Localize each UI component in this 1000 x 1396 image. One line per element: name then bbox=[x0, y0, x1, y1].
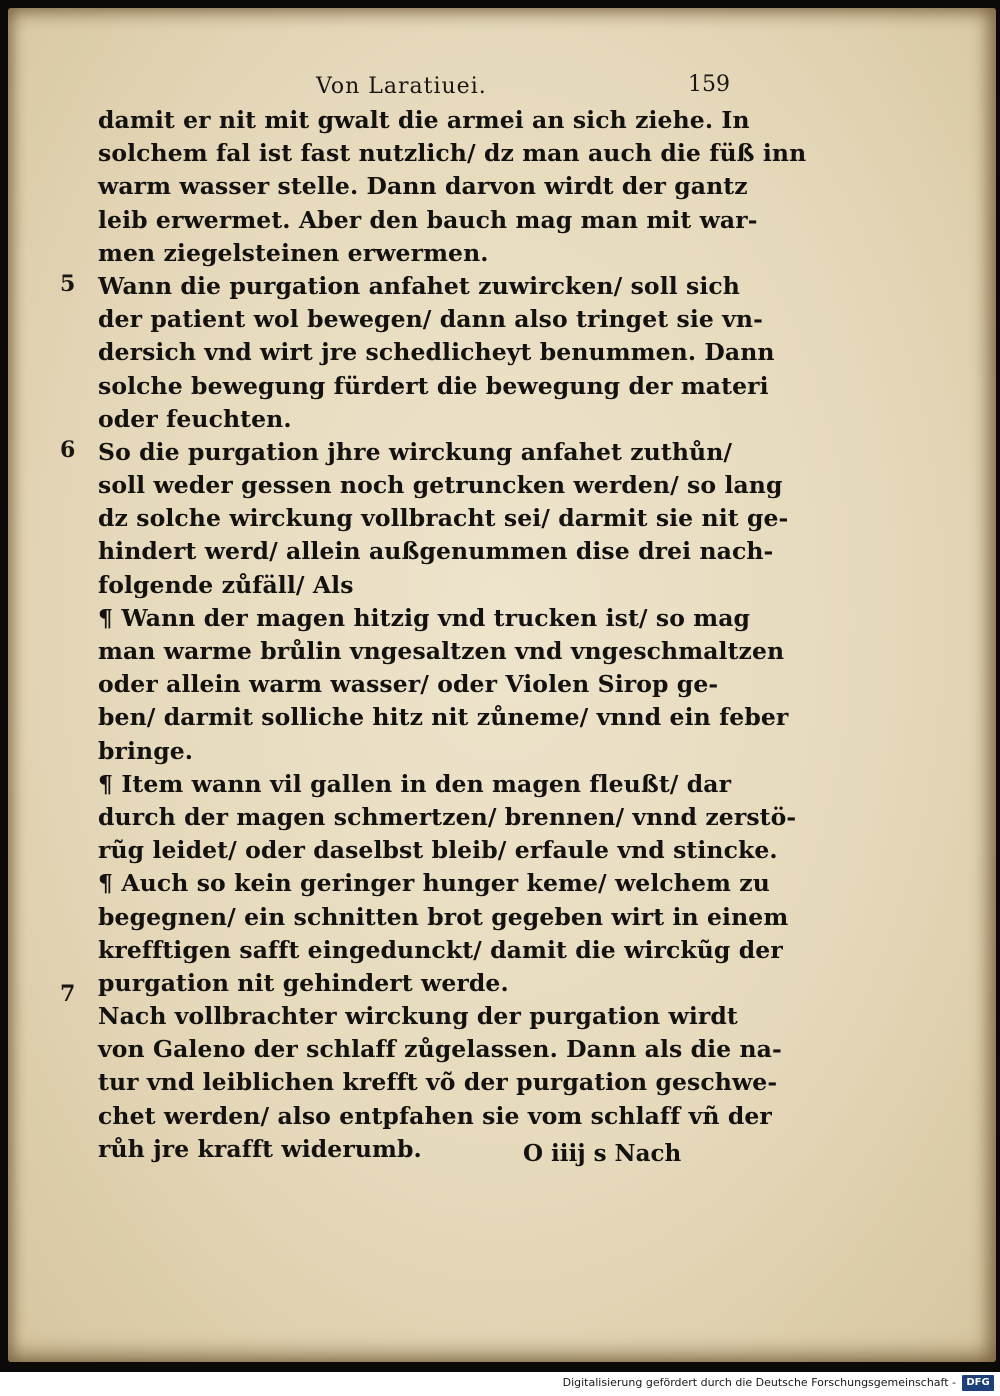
text-line: krefftigen safft eingedunckt/ damit die wirckũg der bbox=[98, 935, 783, 964]
text-line: ¶ Wann der magen hitzig vnd trucken ist/ so mag bbox=[98, 603, 751, 632]
signature-catchword: O iiij s Nach bbox=[523, 1140, 682, 1167]
text-line: warm wasser stelle. Dann darvon wirdt der gantz bbox=[98, 172, 748, 201]
text-line: hindert werd/ allein außgenummen dise drei nach- bbox=[98, 537, 774, 566]
text-line: ¶ Item wann vil gallen in den magen fleußt/ dar bbox=[98, 769, 732, 798]
text-line: ben/ darmit solliche hitz nit zůneme/ vnnd ein feber bbox=[98, 703, 789, 732]
footer-bar bbox=[0, 1372, 1000, 1396]
margin-number-7: 7 bbox=[60, 981, 76, 1007]
text-line: purgation nit gehindert werde. bbox=[98, 968, 509, 997]
running-head: Von Laratiuei. bbox=[316, 74, 487, 99]
page-number: 159 bbox=[688, 72, 730, 97]
text-line: rũg leidet/ oder daselbst bleib/ erfaule vnd stincke. bbox=[98, 836, 778, 865]
margin-number-6: 6 bbox=[60, 437, 76, 463]
dfg-logo: DFG bbox=[962, 1375, 994, 1391]
text-line: bringe. bbox=[98, 736, 194, 765]
text-line: So die purgation jhre wirckung anfahet zuthůn/ bbox=[98, 437, 733, 466]
text-line: begegnen/ ein schnitten brot gegeben wirt in einem bbox=[98, 902, 789, 931]
text-line: leib erwermet. Aber den bauch mag man mit war- bbox=[98, 205, 758, 234]
text-line: oder feuchten. bbox=[98, 404, 292, 433]
text-block bbox=[98, 104, 807, 1166]
book-page bbox=[8, 8, 996, 1362]
text-line: dz solche wirckung vollbracht sei/ darmit sie nit ge- bbox=[98, 504, 789, 533]
text-line: Nach vollbrachter wirckung der purgation wirdt bbox=[98, 1002, 738, 1031]
text-line: von Galeno der schlaff zůgelassen. Dann als die na- bbox=[98, 1035, 782, 1064]
text-line: man warme brůlin vngesaltzen vnd vngeschmaltzen bbox=[98, 637, 785, 665]
text-line: ¶ Auch so kein geringer hunger keme/ welchem zu bbox=[98, 869, 770, 898]
margin-number-5: 5 bbox=[60, 271, 76, 297]
text-line: men ziegelsteinen erwermen. bbox=[98, 238, 489, 267]
text-line: Wann die purgation anfahet zuwircken/ soll sich bbox=[98, 271, 740, 300]
text-line: růh jre krafft widerumb. bbox=[98, 1134, 422, 1163]
text-line: soll weder gessen noch getruncken werden/ so lang bbox=[98, 471, 783, 500]
text-line: oder allein warm wasser/ oder Violen Sirop ge- bbox=[98, 670, 719, 699]
text-line: solche bewegung fürdert die bewegung der materi bbox=[98, 371, 769, 400]
text-line: solchem fal ist fast nutzlich/ dz man auch die füß inn bbox=[98, 139, 807, 168]
text-line: folgende zůfäll/ Als bbox=[98, 570, 354, 599]
text-line: durch der magen schmertzen/ brennen/ vnnd zerstö- bbox=[98, 802, 797, 831]
text-line: dersich vnd wirt jre schedlicheyt benummen. Dann bbox=[98, 338, 775, 367]
funding-notice: Digitalisierung gefördert durch die Deutsche Forschungsgemeinschaft - bbox=[562, 1376, 956, 1389]
text-line: damit er nit mit gwalt die armei an sich ziehe. In bbox=[98, 106, 750, 134]
text-line: der patient wol bewegen/ dann also tringet sie vn- bbox=[98, 305, 763, 334]
text-line: chet werden/ also entpfahen sie vom schlaff vñ der bbox=[98, 1101, 772, 1130]
text-line: tur vnd leiblichen krefft võ der purgation geschwe- bbox=[98, 1068, 778, 1097]
